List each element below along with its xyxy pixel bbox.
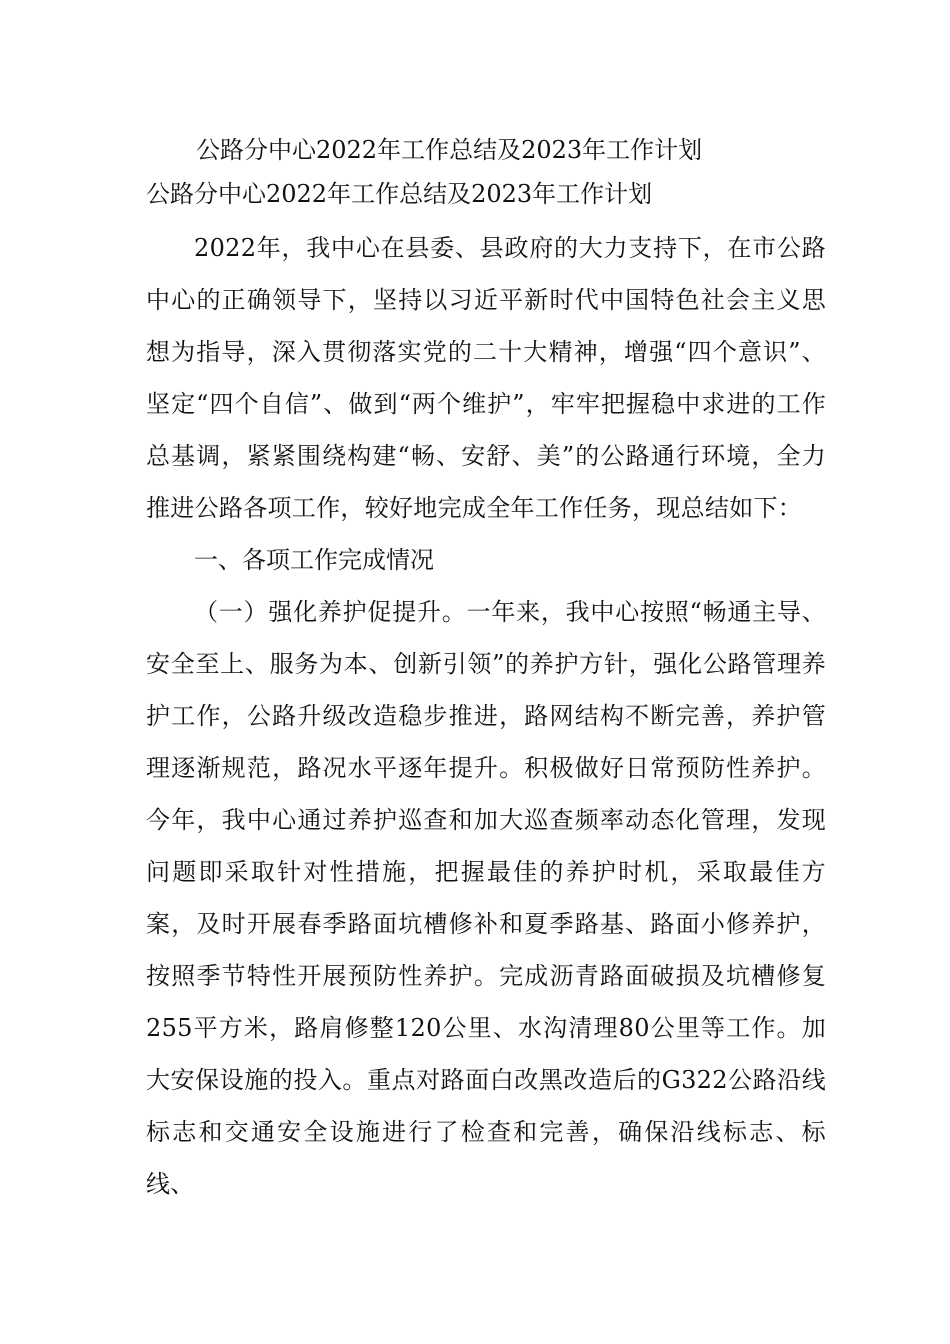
section-heading: 一、各项工作完成情况 [194,546,434,574]
document-subtitle: 公路分中心2022年工作总结及2023年工作计划 [146,180,653,208]
intro-paragraph: 2022年，我中心在县委、县政府的大力支持下，在市公路中心的正确领导下，坚持以习近平新时代中国特色社会主义思想为指导，深入贯彻落实党的二十大精神，增强“四个意识”、坚定“四个自信”、做到“两个维护”，牢牢把握稳中求进的工作总基调，紧紧围绕构建“畅、安舒、美”的公路通行环境，全力推进公路各项工作，较好地完成全年工作任务，现总结如下： [146,234,826,522]
document-title: 公路分中心2022年工作总结及2023年工作计划 [196,136,703,164]
section-paragraph: （一）强化养护促提升。一年来，我中心按照“畅通主导、安全至上、服务为本、创新引领”的养护方针，强化公路管理养护工作，公路升级改造稳步推进，路网结构不断完善，养护管理逐渐规范，路况水平逐年提升。积极做好日常预防性养护。今年，我中心通过养护巡查和加大巡查频率动态化管理，发现问题即采取针对性措施，把握最佳的养护时机，采取最佳方案，及时开展春季路面坑槽修补和夏季路基、路面小修养护，按照季节特性开展预防性养护。完成沥青路面破损及坑槽修复255平方米，路肩修整120公里、水沟清理80公里等工作。加大安保设施的投入。重点对路面白改黑改造后的G322公路沿线标志和交通安全设施进行了检查和完善，确保沿线标志、标线、 [146,598,826,1198]
document-page [146,128,826,1210]
